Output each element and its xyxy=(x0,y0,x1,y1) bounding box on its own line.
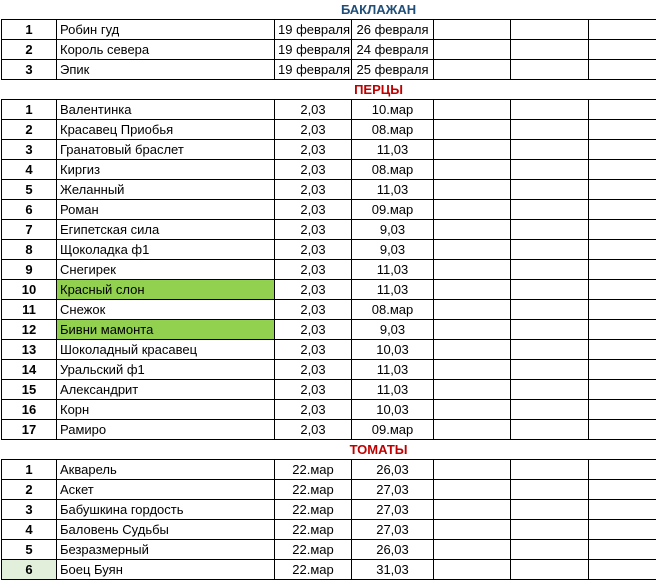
sowing-date-cell[interactable]: 19 февраля xyxy=(275,40,352,60)
variety-name-cell[interactable]: Египетская сила xyxy=(57,220,275,240)
empty-cell[interactable] xyxy=(589,40,656,60)
table-row xyxy=(2,140,656,160)
row-number-cell[interactable]: 6 xyxy=(2,560,57,580)
sowing-date-cell[interactable]: 2,03 xyxy=(275,420,352,440)
table-row xyxy=(2,60,656,80)
empty-cell[interactable] xyxy=(511,480,589,500)
variety-name-cell[interactable]: Боец Буян xyxy=(57,560,275,580)
empty-cell[interactable] xyxy=(511,180,589,200)
row-number-cell[interactable]: 2 xyxy=(2,480,57,500)
sprouting-date-cell[interactable]: 11,03 xyxy=(352,280,434,300)
sprouting-date-cell[interactable]: 26,03 xyxy=(352,540,434,560)
empty-cell[interactable] xyxy=(511,20,589,40)
empty-cell[interactable] xyxy=(589,160,656,180)
sprouting-date-cell[interactable]: 31,03 xyxy=(352,560,434,580)
variety-name-cell[interactable]: Роман xyxy=(57,200,275,220)
table-row xyxy=(2,540,656,560)
variety-name-cell[interactable]: Робин гуд xyxy=(57,20,275,40)
empty-cell[interactable] xyxy=(511,60,589,80)
sprouting-date-cell[interactable]: 26 февраля xyxy=(352,20,434,40)
sprouting-date-cell[interactable]: 11,03 xyxy=(352,260,434,280)
row-number-cell[interactable]: 4 xyxy=(2,520,57,540)
section-title: БАКЛАЖАН xyxy=(2,0,656,20)
sowing-date-cell[interactable]: 2,03 xyxy=(275,400,352,420)
empty-cell[interactable] xyxy=(434,520,511,540)
empty-cell[interactable] xyxy=(589,60,656,80)
sprouting-date-cell[interactable]: 9,03 xyxy=(352,240,434,260)
empty-cell[interactable] xyxy=(434,140,511,160)
empty-cell[interactable] xyxy=(511,540,589,560)
empty-cell[interactable] xyxy=(511,460,589,480)
sowing-date-cell[interactable]: 22.мар xyxy=(275,520,352,540)
empty-cell[interactable] xyxy=(589,400,656,420)
sprouting-date-cell[interactable]: 26,03 xyxy=(352,460,434,480)
variety-name-cell[interactable]: Корн xyxy=(57,400,275,420)
empty-cell[interactable] xyxy=(434,560,511,580)
sowing-date-cell[interactable]: 22.мар xyxy=(275,540,352,560)
row-number-cell[interactable]: 3 xyxy=(2,500,57,520)
empty-cell[interactable] xyxy=(589,360,656,380)
sowing-date-cell[interactable]: 2,03 xyxy=(275,280,352,300)
row-number-cell[interactable]: 16 xyxy=(2,400,57,420)
table-row xyxy=(2,300,656,320)
variety-name-cell[interactable]: Аскет xyxy=(57,480,275,500)
empty-cell[interactable] xyxy=(589,140,656,160)
row-number-cell[interactable]: 1 xyxy=(2,20,57,40)
sprouting-date-cell[interactable]: 9,03 xyxy=(352,220,434,240)
empty-cell[interactable] xyxy=(589,240,656,260)
empty-cell[interactable] xyxy=(589,480,656,500)
table-row xyxy=(2,500,656,520)
empty-cell[interactable] xyxy=(434,540,511,560)
empty-cell[interactable] xyxy=(589,300,656,320)
table-row xyxy=(2,560,656,580)
empty-cell[interactable] xyxy=(434,280,511,300)
empty-cell[interactable] xyxy=(434,60,511,80)
table-row xyxy=(2,280,656,300)
variety-name-cell[interactable]: Король севера xyxy=(57,40,275,60)
sprouting-date-cell[interactable]: 11,03 xyxy=(352,180,434,200)
empty-cell[interactable] xyxy=(511,300,589,320)
variety-name-cell[interactable]: Александрит xyxy=(57,380,275,400)
empty-cell[interactable] xyxy=(589,260,656,280)
variety-name-cell[interactable]: Валентинка xyxy=(57,100,275,120)
sprouting-date-cell[interactable]: 24 февраля xyxy=(352,40,434,60)
sprouting-date-cell[interactable]: 9,03 xyxy=(352,320,434,340)
empty-cell[interactable] xyxy=(589,540,656,560)
variety-name-cell[interactable]: Снегирек xyxy=(57,260,275,280)
variety-name-cell[interactable]: Бабушкина гордость xyxy=(57,500,275,520)
empty-cell[interactable] xyxy=(434,260,511,280)
sowing-date-cell[interactable]: 2,03 xyxy=(275,120,352,140)
section-title: ТОМАТЫ xyxy=(2,440,656,460)
table-row xyxy=(2,520,656,540)
row-number-cell[interactable]: 14 xyxy=(2,360,57,380)
empty-cell[interactable] xyxy=(589,460,656,480)
empty-cell[interactable] xyxy=(511,260,589,280)
variety-name-cell[interactable]: Рамиро xyxy=(57,420,275,440)
empty-cell[interactable] xyxy=(589,380,656,400)
variety-name-cell[interactable]: Щоколадка ф1 xyxy=(57,240,275,260)
table-row xyxy=(2,420,656,440)
sprouting-date-cell[interactable]: 08.мар xyxy=(352,160,434,180)
empty-cell[interactable] xyxy=(434,120,511,140)
row-number-cell[interactable]: 2 xyxy=(2,120,57,140)
empty-cell[interactable] xyxy=(589,200,656,220)
empty-cell[interactable] xyxy=(434,320,511,340)
spreadsheet-table xyxy=(1,0,656,580)
empty-cell[interactable] xyxy=(434,420,511,440)
variety-name-cell[interactable]: Безразмерный xyxy=(57,540,275,560)
empty-cell[interactable] xyxy=(434,40,511,60)
empty-cell[interactable] xyxy=(434,200,511,220)
empty-cell[interactable] xyxy=(434,500,511,520)
row-number-cell[interactable]: 3 xyxy=(2,140,57,160)
empty-cell[interactable] xyxy=(434,160,511,180)
sowing-date-cell[interactable]: 22.мар xyxy=(275,500,352,520)
empty-cell[interactable] xyxy=(589,520,656,540)
empty-cell[interactable] xyxy=(511,520,589,540)
row-number-cell[interactable]: 7 xyxy=(2,220,57,240)
empty-cell[interactable] xyxy=(434,100,511,120)
empty-cell[interactable] xyxy=(589,180,656,200)
empty-cell[interactable] xyxy=(511,40,589,60)
table-row xyxy=(2,320,656,340)
sprouting-date-cell[interactable]: 10,03 xyxy=(352,340,434,360)
table-row xyxy=(2,360,656,380)
sowing-date-cell[interactable]: 2,03 xyxy=(275,300,352,320)
sowing-date-cell[interactable]: 2,03 xyxy=(275,320,352,340)
empty-cell[interactable] xyxy=(434,400,511,420)
table-row xyxy=(2,240,656,260)
row-number-cell[interactable]: 5 xyxy=(2,180,57,200)
variety-name-cell[interactable]: Желанный xyxy=(57,180,275,200)
empty-cell[interactable] xyxy=(511,160,589,180)
empty-cell[interactable] xyxy=(589,220,656,240)
empty-cell[interactable] xyxy=(589,340,656,360)
row-number-cell[interactable]: 4 xyxy=(2,160,57,180)
empty-cell[interactable] xyxy=(434,300,511,320)
table-row xyxy=(2,160,656,180)
row-number-cell[interactable]: 3 xyxy=(2,60,57,80)
sowing-date-cell[interactable]: 2,03 xyxy=(275,100,352,120)
sowing-date-cell[interactable]: 2,03 xyxy=(275,340,352,360)
sprouting-date-cell[interactable]: 27,03 xyxy=(352,500,434,520)
row-number-cell[interactable]: 5 xyxy=(2,540,57,560)
empty-cell[interactable] xyxy=(511,340,589,360)
variety-name-cell[interactable]: Эпик xyxy=(57,60,275,80)
empty-cell[interactable] xyxy=(434,480,511,500)
variety-name-cell[interactable]: Баловень Судьбы xyxy=(57,520,275,540)
row-number-cell[interactable]: 10 xyxy=(2,280,57,300)
table-row xyxy=(2,380,656,400)
empty-cell[interactable] xyxy=(434,20,511,40)
sprouting-date-cell[interactable]: 08.мар xyxy=(352,300,434,320)
variety-name-cell[interactable]: Красавец Приобья xyxy=(57,120,275,140)
empty-cell[interactable] xyxy=(511,240,589,260)
sprouting-date-cell[interactable]: 11,03 xyxy=(352,360,434,380)
empty-cell[interactable] xyxy=(511,380,589,400)
table-row xyxy=(2,400,656,420)
sowing-date-cell[interactable]: 2,03 xyxy=(275,240,352,260)
empty-cell[interactable] xyxy=(434,380,511,400)
sprouting-date-cell[interactable]: 11,03 xyxy=(352,380,434,400)
empty-cell[interactable] xyxy=(434,460,511,480)
sowing-date-cell[interactable]: 2,03 xyxy=(275,180,352,200)
sowing-date-cell[interactable]: 22.мар xyxy=(275,460,352,480)
sowing-date-cell[interactable]: 2,03 xyxy=(275,220,352,240)
table-row xyxy=(2,100,656,120)
row-number-cell[interactable]: 11 xyxy=(2,300,57,320)
sprouting-date-cell[interactable]: 10.мар xyxy=(352,100,434,120)
sowing-date-cell[interactable]: 2,03 xyxy=(275,140,352,160)
sprouting-date-cell[interactable]: 27,03 xyxy=(352,480,434,500)
empty-cell[interactable] xyxy=(511,320,589,340)
sowing-date-cell[interactable]: 2,03 xyxy=(275,260,352,280)
variety-name-cell[interactable]: Шоколадный красавец xyxy=(57,340,275,360)
section-header-row xyxy=(2,0,656,20)
sowing-date-cell[interactable]: 22.мар xyxy=(275,480,352,500)
table-row xyxy=(2,460,656,480)
sprouting-date-cell[interactable]: 08.мар xyxy=(352,120,434,140)
row-number-cell[interactable]: 17 xyxy=(2,420,57,440)
empty-cell[interactable] xyxy=(511,200,589,220)
table-row xyxy=(2,220,656,240)
variety-name-cell[interactable]: Уральский ф1 xyxy=(57,360,275,380)
row-number-cell[interactable]: 2 xyxy=(2,40,57,60)
empty-cell[interactable] xyxy=(511,400,589,420)
empty-cell[interactable] xyxy=(589,20,656,40)
empty-cell[interactable] xyxy=(511,360,589,380)
variety-name-cell[interactable]: Киргиз xyxy=(57,160,275,180)
empty-cell[interactable] xyxy=(511,120,589,140)
empty-cell[interactable] xyxy=(511,280,589,300)
section-header-row xyxy=(2,80,656,100)
empty-cell[interactable] xyxy=(434,360,511,380)
row-number-cell[interactable]: 6 xyxy=(2,200,57,220)
empty-cell[interactable] xyxy=(589,500,656,520)
sprouting-date-cell[interactable]: 10,03 xyxy=(352,400,434,420)
table-row xyxy=(2,120,656,140)
empty-cell[interactable] xyxy=(434,180,511,200)
empty-cell[interactable] xyxy=(589,560,656,580)
sowing-date-cell[interactable]: 19 февраля xyxy=(275,60,352,80)
row-number-cell[interactable]: 12 xyxy=(2,320,57,340)
sprouting-date-cell[interactable]: 25 февраля xyxy=(352,60,434,80)
row-number-cell[interactable]: 8 xyxy=(2,240,57,260)
empty-cell[interactable] xyxy=(511,560,589,580)
table-row xyxy=(2,40,656,60)
variety-name-cell[interactable]: Красный слон xyxy=(57,280,275,300)
row-number-cell[interactable]: 9 xyxy=(2,260,57,280)
empty-cell[interactable] xyxy=(434,240,511,260)
sowing-date-cell[interactable]: 2,03 xyxy=(275,160,352,180)
empty-cell[interactable] xyxy=(589,280,656,300)
row-number-cell[interactable]: 1 xyxy=(2,100,57,120)
sowing-date-cell[interactable]: 19 февраля xyxy=(275,20,352,40)
empty-cell[interactable] xyxy=(589,100,656,120)
variety-name-cell[interactable]: Акварель xyxy=(57,460,275,480)
table-row xyxy=(2,260,656,280)
sowing-date-cell[interactable]: 2,03 xyxy=(275,360,352,380)
table-row xyxy=(2,200,656,220)
sowing-date-cell[interactable]: 22.мар xyxy=(275,560,352,580)
table-row xyxy=(2,180,656,200)
sowing-date-cell[interactable]: 2,03 xyxy=(275,380,352,400)
empty-cell[interactable] xyxy=(589,420,656,440)
empty-cell[interactable] xyxy=(589,320,656,340)
empty-cell[interactable] xyxy=(434,340,511,360)
sprouting-date-cell[interactable]: 09.мар xyxy=(352,420,434,440)
table-row xyxy=(2,480,656,500)
sprouting-date-cell[interactable]: 09.мар xyxy=(352,200,434,220)
variety-name-cell[interactable]: Бивни мамонта xyxy=(57,320,275,340)
row-number-cell[interactable]: 15 xyxy=(2,380,57,400)
empty-cell[interactable] xyxy=(434,220,511,240)
section-title: ПЕРЦЫ xyxy=(2,80,656,100)
sprouting-date-cell[interactable]: 27,03 xyxy=(352,520,434,540)
empty-cell[interactable] xyxy=(511,500,589,520)
row-number-cell[interactable]: 1 xyxy=(2,460,57,480)
row-number-cell[interactable]: 13 xyxy=(2,340,57,360)
empty-cell[interactable] xyxy=(511,140,589,160)
empty-cell[interactable] xyxy=(589,120,656,140)
table-row xyxy=(2,340,656,360)
spreadsheet-body xyxy=(2,0,656,580)
variety-name-cell[interactable]: Снежок xyxy=(57,300,275,320)
sowing-date-cell[interactable]: 2,03 xyxy=(275,200,352,220)
empty-cell[interactable] xyxy=(511,420,589,440)
empty-cell[interactable] xyxy=(511,220,589,240)
section-header-row xyxy=(2,440,656,460)
empty-cell[interactable] xyxy=(511,100,589,120)
sprouting-date-cell[interactable]: 11,03 xyxy=(352,140,434,160)
table-row xyxy=(2,20,656,40)
variety-name-cell[interactable]: Гранатовый браслет xyxy=(57,140,275,160)
